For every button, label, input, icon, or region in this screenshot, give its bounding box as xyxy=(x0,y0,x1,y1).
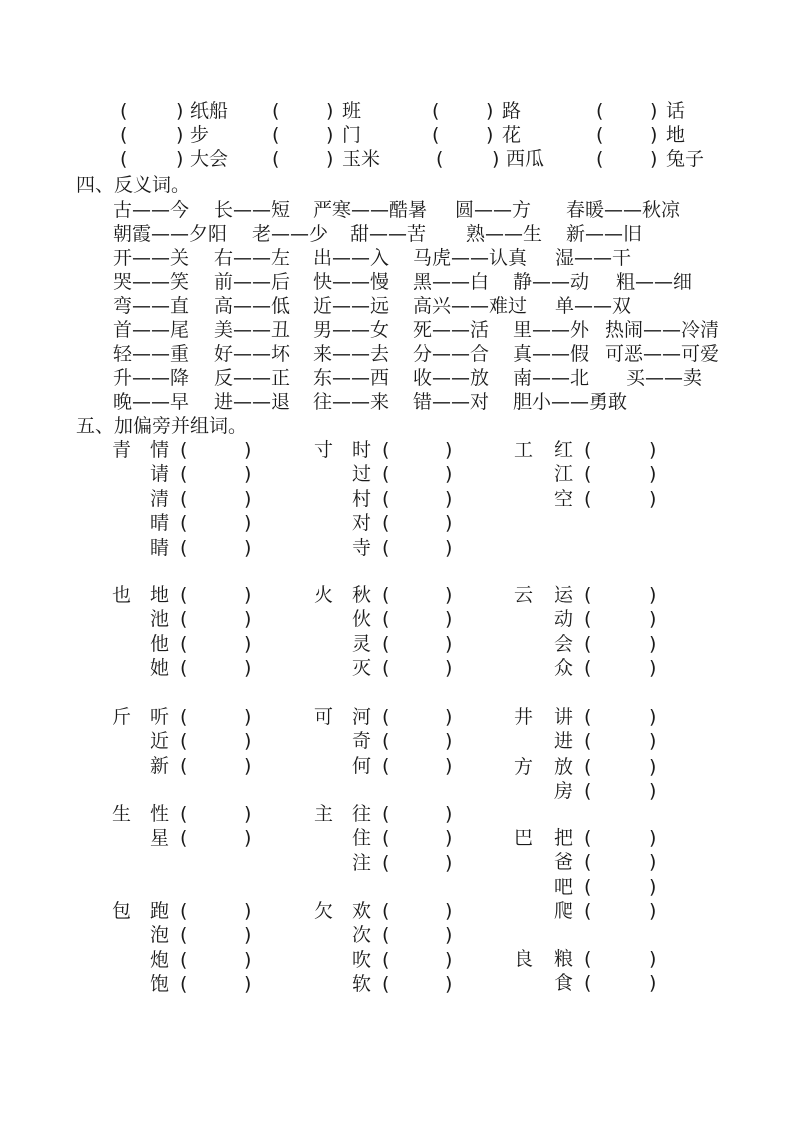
radical-char: 江 xyxy=(554,463,574,485)
blank-paren-open: ( xyxy=(382,803,390,825)
radical-label: 斤 xyxy=(112,706,132,728)
blank-paren-close: ) xyxy=(445,827,453,849)
radical-char: 软 xyxy=(352,973,372,995)
blank-paren-open: ( xyxy=(272,148,280,170)
blank-paren-close: ) xyxy=(650,124,658,146)
fill-word: 门 xyxy=(342,124,362,146)
blank-paren-open: ( xyxy=(180,463,188,485)
radical-label: 包 xyxy=(112,900,132,922)
antonym-pair: 分——合 xyxy=(413,343,490,365)
blank-paren-open: ( xyxy=(584,730,592,752)
radical-char: 动 xyxy=(554,608,574,630)
blank-paren-close: ) xyxy=(649,463,657,485)
radical-char: 往 xyxy=(352,803,372,825)
antonym-pair: 单——双 xyxy=(555,295,632,317)
blank-paren-open: ( xyxy=(432,124,440,146)
antonym-pair: 东——西 xyxy=(313,367,390,389)
antonym-pair: 来——去 xyxy=(313,343,390,365)
blank-paren-close: ) xyxy=(445,949,453,971)
blank-paren-close: ) xyxy=(244,584,252,606)
blank-paren-open: ( xyxy=(584,972,592,994)
radical-char: 放 xyxy=(554,756,574,778)
antonym-pair: 熟——生 xyxy=(466,223,543,245)
radical-char: 寺 xyxy=(352,537,372,559)
blank-paren-open: ( xyxy=(584,657,592,679)
blank-paren-close: ) xyxy=(445,973,453,995)
radical-char: 粮 xyxy=(554,948,574,970)
antonym-pair: 死——活 xyxy=(413,319,490,341)
blank-paren-open: ( xyxy=(382,730,390,752)
blank-paren-close: ) xyxy=(244,537,252,559)
radical-char: 池 xyxy=(150,608,170,630)
antonym-pair: 出——入 xyxy=(313,247,390,269)
blank-paren-close: ) xyxy=(445,755,453,777)
blank-paren-open: ( xyxy=(584,584,592,606)
blank-paren-open: ( xyxy=(382,584,390,606)
blank-paren-close: ) xyxy=(649,439,657,461)
fill-word: 花 xyxy=(502,124,522,146)
blank-paren-open: ( xyxy=(120,100,128,122)
radical-char: 次 xyxy=(352,924,372,946)
blank-paren-close: ) xyxy=(486,124,494,146)
radical-label: 寸 xyxy=(314,439,334,461)
fill-word: 兔子 xyxy=(666,148,705,170)
blank-paren-open: ( xyxy=(180,827,188,849)
antonym-pair: 甜——苦 xyxy=(350,223,427,245)
antonym-pair: 进——退 xyxy=(214,391,291,413)
antonym-pair: 老——少 xyxy=(252,223,329,245)
antonym-pair: 哭——笑 xyxy=(113,271,190,293)
blank-paren-open: ( xyxy=(180,949,188,971)
blank-paren-close: ) xyxy=(492,148,500,170)
blank-paren-close: ) xyxy=(649,756,657,778)
radical-char: 会 xyxy=(554,633,574,655)
radical-char: 爬 xyxy=(554,900,574,922)
radical-char: 伙 xyxy=(352,608,372,630)
blank-paren-close: ) xyxy=(244,755,252,777)
blank-paren-open: ( xyxy=(382,949,390,971)
fill-word: 西瓜 xyxy=(506,148,545,170)
radical-char: 性 xyxy=(150,803,170,825)
blank-paren-close: ) xyxy=(486,100,494,122)
blank-paren-open: ( xyxy=(596,100,604,122)
antonym-pair: 热闹——冷清 xyxy=(605,319,720,341)
blank-paren-open: ( xyxy=(180,633,188,655)
radical-char: 清 xyxy=(150,488,170,510)
blank-paren-close: ) xyxy=(244,439,252,461)
blank-paren-open: ( xyxy=(382,608,390,630)
blank-paren-open: ( xyxy=(180,584,188,606)
fill-word: 话 xyxy=(666,100,686,122)
blank-paren-close: ) xyxy=(176,148,184,170)
blank-paren-close: ) xyxy=(649,780,657,802)
blank-paren-open: ( xyxy=(436,148,444,170)
blank-paren-close: ) xyxy=(445,657,453,679)
blank-paren-close: ) xyxy=(326,148,334,170)
blank-paren-open: ( xyxy=(382,657,390,679)
blank-paren-open: ( xyxy=(382,439,390,461)
radical-char: 听 xyxy=(150,706,170,728)
radical-char: 星 xyxy=(150,827,170,849)
blank-paren-open: ( xyxy=(382,973,390,995)
radical-char: 睛 xyxy=(150,537,170,559)
section4-title: 四、反义词。 xyxy=(76,174,191,196)
radical-label: 良 xyxy=(514,948,534,970)
blank-paren-close: ) xyxy=(445,633,453,655)
blank-paren-close: ) xyxy=(649,827,657,849)
radical-label: 云 xyxy=(514,584,534,606)
radical-char: 食 xyxy=(554,972,574,994)
blank-paren-open: ( xyxy=(382,924,390,946)
blank-paren-open: ( xyxy=(180,973,188,995)
radical-char: 把 xyxy=(554,827,574,849)
blank-paren-close: ) xyxy=(649,972,657,994)
antonym-pair: 朝霞——夕阳 xyxy=(113,223,228,245)
blank-paren-close: ) xyxy=(244,657,252,679)
radical-label: 井 xyxy=(514,706,534,728)
antonym-pair: 开——关 xyxy=(113,247,190,269)
blank-paren-close: ) xyxy=(649,633,657,655)
antonym-pair: 前——后 xyxy=(214,271,291,293)
radical-char: 空 xyxy=(554,488,574,510)
blank-paren-open: ( xyxy=(180,755,188,777)
blank-paren-close: ) xyxy=(244,706,252,728)
fill-word: 大会 xyxy=(190,148,229,170)
fill-word: 班 xyxy=(342,100,362,122)
radical-label: 方 xyxy=(514,756,534,778)
section5-title: 五、加偏旁并组词。 xyxy=(76,415,248,437)
antonym-pair: 近——远 xyxy=(313,295,390,317)
antonym-pair: 往——来 xyxy=(313,391,390,413)
blank-paren-open: ( xyxy=(382,463,390,485)
blank-paren-close: ) xyxy=(445,852,453,874)
blank-paren-open: ( xyxy=(180,900,188,922)
blank-paren-close: ) xyxy=(649,730,657,752)
blank-paren-close: ) xyxy=(445,730,453,752)
blank-paren-close: ) xyxy=(326,100,334,122)
radical-label: 工 xyxy=(514,439,534,461)
radical-char: 请 xyxy=(150,463,170,485)
antonym-pair: 马虎——认真 xyxy=(413,247,528,269)
blank-paren-close: ) xyxy=(244,803,252,825)
blank-paren-open: ( xyxy=(584,948,592,970)
blank-paren-close: ) xyxy=(326,124,334,146)
radical-char: 村 xyxy=(352,488,372,510)
blank-paren-close: ) xyxy=(649,584,657,606)
blank-paren-close: ) xyxy=(650,148,658,170)
antonym-pair: 春暖——秋凉 xyxy=(566,199,681,221)
antonym-pair: 右——左 xyxy=(214,247,291,269)
radical-char: 灭 xyxy=(352,657,372,679)
blank-paren-close: ) xyxy=(244,900,252,922)
blank-paren-open: ( xyxy=(120,124,128,146)
radical-char: 时 xyxy=(352,439,372,461)
antonym-pair: 里——外 xyxy=(513,319,590,341)
blank-paren-close: ) xyxy=(244,924,252,946)
radical-char: 讲 xyxy=(554,706,574,728)
antonym-pair: 男——女 xyxy=(313,319,390,341)
blank-paren-open: ( xyxy=(180,512,188,534)
blank-paren-close: ) xyxy=(445,900,453,922)
radical-char: 欢 xyxy=(352,900,372,922)
radical-char: 地 xyxy=(150,584,170,606)
blank-paren-open: ( xyxy=(584,633,592,655)
blank-paren-close: ) xyxy=(445,608,453,630)
antonym-pair: 反——正 xyxy=(214,367,291,389)
blank-paren-open: ( xyxy=(596,124,604,146)
blank-paren-close: ) xyxy=(649,900,657,922)
blank-paren-close: ) xyxy=(445,537,453,559)
blank-paren-open: ( xyxy=(382,755,390,777)
blank-paren-open: ( xyxy=(180,803,188,825)
antonym-pair: 静——动 xyxy=(513,271,590,293)
antonym-pair: 买——卖 xyxy=(626,367,703,389)
radical-char: 河 xyxy=(352,706,372,728)
radical-char: 泡 xyxy=(150,924,170,946)
antonym-pair: 快——慢 xyxy=(313,271,390,293)
blank-paren-open: ( xyxy=(382,537,390,559)
blank-paren-open: ( xyxy=(180,730,188,752)
radical-char: 注 xyxy=(352,852,372,874)
blank-paren-open: ( xyxy=(584,756,592,778)
blank-paren-open: ( xyxy=(584,439,592,461)
blank-paren-close: ) xyxy=(649,948,657,970)
radical-label: 生 xyxy=(112,803,132,825)
blank-paren-open: ( xyxy=(584,608,592,630)
blank-paren-close: ) xyxy=(244,633,252,655)
blank-paren-close: ) xyxy=(176,100,184,122)
antonym-pair: 粗——细 xyxy=(616,271,693,293)
blank-paren-open: ( xyxy=(432,100,440,122)
antonym-pair: 升——降 xyxy=(113,367,190,389)
antonym-pair: 新——旧 xyxy=(566,223,643,245)
blank-paren-close: ) xyxy=(244,488,252,510)
radical-char: 近 xyxy=(150,730,170,752)
radical-label: 也 xyxy=(112,584,132,606)
antonym-pair: 黑——白 xyxy=(413,271,490,293)
radical-label: 可 xyxy=(314,706,334,728)
antonym-pair: 收——放 xyxy=(413,367,490,389)
antonym-pair: 真——假 xyxy=(513,343,590,365)
radical-char: 众 xyxy=(554,657,574,679)
blank-paren-open: ( xyxy=(596,148,604,170)
fill-word: 纸船 xyxy=(190,100,229,122)
antonym-pair: 古——今 xyxy=(113,199,190,221)
antonym-pair: 轻——重 xyxy=(113,343,190,365)
blank-paren-open: ( xyxy=(180,537,188,559)
antonym-pair: 错——对 xyxy=(413,391,490,413)
blank-paren-close: ) xyxy=(649,876,657,898)
blank-paren-close: ) xyxy=(445,706,453,728)
blank-paren-open: ( xyxy=(584,851,592,873)
antonym-pair: 胆小——勇敢 xyxy=(513,391,628,413)
antonym-pair: 可恶——可爱 xyxy=(605,343,720,365)
blank-paren-close: ) xyxy=(649,657,657,679)
antonym-pair: 长——短 xyxy=(214,199,291,221)
blank-paren-close: ) xyxy=(649,706,657,728)
antonym-pair: 晚——早 xyxy=(113,391,190,413)
blank-paren-close: ) xyxy=(445,924,453,946)
radical-char: 新 xyxy=(150,755,170,777)
radical-char: 红 xyxy=(554,439,574,461)
radical-char: 何 xyxy=(352,755,372,777)
antonym-pair: 高兴——难过 xyxy=(413,295,528,317)
radical-label: 火 xyxy=(314,584,334,606)
blank-paren-close: ) xyxy=(445,584,453,606)
antonym-pair: 首——尾 xyxy=(113,319,190,341)
blank-paren-open: ( xyxy=(180,488,188,510)
blank-paren-close: ) xyxy=(649,608,657,630)
radical-char: 饱 xyxy=(150,973,170,995)
radical-char: 吹 xyxy=(352,949,372,971)
radical-char: 他 xyxy=(150,633,170,655)
blank-paren-open: ( xyxy=(382,633,390,655)
blank-paren-open: ( xyxy=(382,900,390,922)
blank-paren-open: ( xyxy=(382,512,390,534)
radical-char: 晴 xyxy=(150,512,170,534)
blank-paren-open: ( xyxy=(272,124,280,146)
blank-paren-open: ( xyxy=(584,876,592,898)
blank-paren-close: ) xyxy=(649,851,657,873)
blank-paren-open: ( xyxy=(180,657,188,679)
blank-paren-close: ) xyxy=(445,488,453,510)
blank-paren-close: ) xyxy=(649,488,657,510)
blank-paren-open: ( xyxy=(180,924,188,946)
blank-paren-open: ( xyxy=(584,488,592,510)
blank-paren-close: ) xyxy=(445,803,453,825)
blank-paren-close: ) xyxy=(650,100,658,122)
blank-paren-close: ) xyxy=(445,463,453,485)
blank-paren-close: ) xyxy=(445,512,453,534)
blank-paren-open: ( xyxy=(272,100,280,122)
blank-paren-open: ( xyxy=(584,780,592,802)
radical-char: 住 xyxy=(352,827,372,849)
fill-word: 路 xyxy=(502,100,522,122)
blank-paren-close: ) xyxy=(244,973,252,995)
antonym-pair: 高——低 xyxy=(214,295,291,317)
fill-word: 玉米 xyxy=(342,148,381,170)
antonym-pair: 好——坏 xyxy=(214,343,291,365)
radical-char: 对 xyxy=(352,512,372,534)
antonym-pair: 湿——干 xyxy=(555,247,632,269)
blank-paren-open: ( xyxy=(584,706,592,728)
fill-word: 步 xyxy=(190,124,210,146)
radical-char: 情 xyxy=(150,439,170,461)
radical-char: 爸 xyxy=(554,851,574,873)
antonym-pair: 南——北 xyxy=(513,367,590,389)
radical-char: 灵 xyxy=(352,633,372,655)
antonym-pair: 弯——直 xyxy=(113,295,190,317)
blank-paren-close: ) xyxy=(244,730,252,752)
radical-label: 主 xyxy=(314,803,334,825)
radical-char: 过 xyxy=(352,463,372,485)
blank-paren-open: ( xyxy=(382,488,390,510)
radical-char: 进 xyxy=(554,730,574,752)
antonym-pair: 圆——方 xyxy=(455,199,532,221)
blank-paren-close: ) xyxy=(244,463,252,485)
antonym-pair: 严寒——酷暑 xyxy=(313,199,428,221)
radical-label: 巴 xyxy=(514,827,534,849)
radical-char: 秋 xyxy=(352,584,372,606)
blank-paren-close: ) xyxy=(244,608,252,630)
blank-paren-close: ) xyxy=(176,124,184,146)
blank-paren-open: ( xyxy=(382,852,390,874)
radical-char: 奇 xyxy=(352,730,372,752)
radical-char: 炮 xyxy=(150,949,170,971)
blank-paren-open: ( xyxy=(120,148,128,170)
radical-label: 青 xyxy=(112,439,132,461)
blank-paren-open: ( xyxy=(584,827,592,849)
radical-label: 欠 xyxy=(314,900,334,922)
blank-paren-open: ( xyxy=(180,608,188,630)
radical-char: 运 xyxy=(554,584,574,606)
radical-char: 吧 xyxy=(554,876,574,898)
blank-paren-open: ( xyxy=(584,900,592,922)
blank-paren-open: ( xyxy=(584,463,592,485)
blank-paren-open: ( xyxy=(180,439,188,461)
radical-char: 她 xyxy=(150,657,170,679)
blank-paren-close: ) xyxy=(445,439,453,461)
blank-paren-open: ( xyxy=(382,706,390,728)
radical-char: 跑 xyxy=(150,900,170,922)
blank-paren-open: ( xyxy=(382,827,390,849)
radical-char: 房 xyxy=(554,780,574,802)
blank-paren-close: ) xyxy=(244,827,252,849)
blank-paren-close: ) xyxy=(244,949,252,971)
blank-paren-close: ) xyxy=(244,512,252,534)
antonym-pair: 美——丑 xyxy=(214,319,291,341)
blank-paren-open: ( xyxy=(180,706,188,728)
fill-word: 地 xyxy=(666,124,686,146)
